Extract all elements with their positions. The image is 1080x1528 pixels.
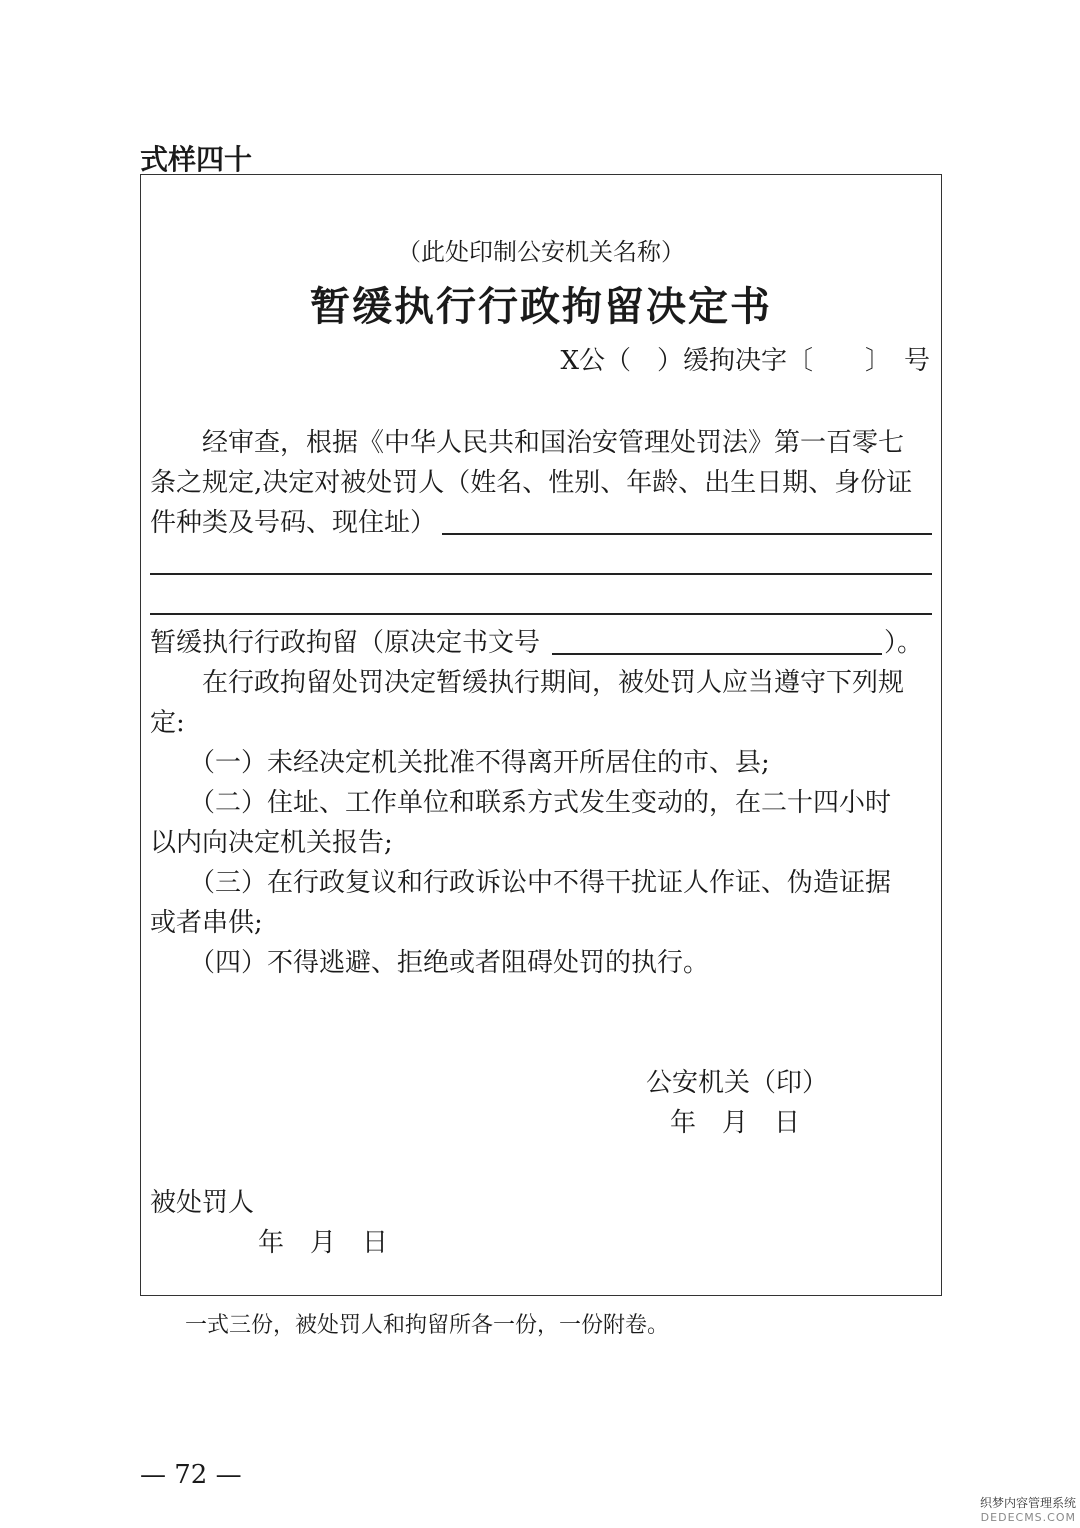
intro-line-2: 条之规定,决定对被处罚人（姓名、性别、年龄、出生日期、身份证 — [150, 468, 913, 498]
intro-line-3: 件种类及号码、现住址） — [150, 508, 437, 538]
personal-info-blank-2 — [150, 573, 932, 575]
suspend-text: 暂缓执行行政拘留（原决定书文号 — [150, 628, 541, 658]
rules-intro-line-2: 定: — [150, 708, 185, 738]
penalized-person-date: 年 月 日 — [258, 1228, 389, 1258]
watermark-line-1: 织梦内容管理系统 — [979, 1496, 1076, 1510]
personal-info-blank-1 — [442, 533, 932, 535]
agency-name-placeholder: （此处印制公安机关名称） — [397, 238, 685, 266]
form-label: 式样四十 — [140, 143, 253, 176]
rule-3-line-1: （三）在行政复议和行政诉讼中不得干扰证人作证、伪造证据 — [150, 868, 892, 898]
penalized-person-signature: 被处罚人 — [150, 1188, 255, 1218]
rule-3-line-2: 或者串供; — [150, 908, 263, 938]
watermark-line-2: DEDECMS.COM — [980, 1511, 1076, 1524]
rule-1: （一）未经决定机关批准不得离开所居住的市、县; — [150, 748, 770, 778]
document-number: X公（ ）缓拘决字〔 〕 号 — [560, 346, 930, 376]
rule-2-line-2: 以内向决定机关报告; — [150, 828, 393, 858]
rule-4: （四）不得逃避、拒绝或者阻碍处罚的执行。 — [150, 948, 710, 978]
suspend-text-end: ）。 — [884, 628, 924, 658]
copies-footnote: 一式三份，被处罚人和拘留所各一份，一份附卷。 — [185, 1313, 670, 1338]
intro-line-1: 经审查，根据《中华人民共和国治安管理处罚法》第一百零七 — [150, 428, 905, 458]
authority-date: 年 月 日 — [670, 1108, 801, 1138]
authority-seal: 公安机关（印） — [646, 1068, 829, 1098]
original-decision-number-blank — [552, 653, 882, 655]
personal-info-blank-3 — [150, 613, 932, 615]
rules-intro-line-1: 在行政拘留处罚决定暂缓执行期间，被处罚人应当遵守下列规 — [150, 668, 905, 698]
watermark — [980, 1494, 1076, 1524]
rule-2-line-1: （二）住址、工作单位和联系方式发生变动的，在二十四小时 — [150, 788, 892, 818]
document-title: 暂缓执行行政拘留决定书 — [310, 283, 772, 330]
page-number: — 72 — — [140, 1460, 242, 1490]
